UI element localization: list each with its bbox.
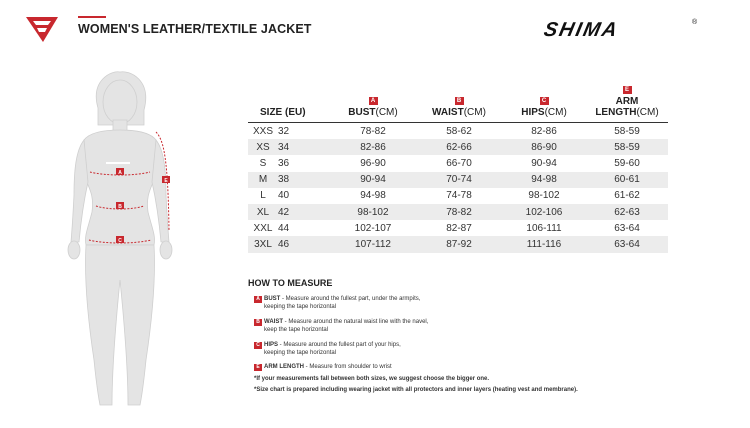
table-row: XL 42 98-102 78-82 102-106 62-63 xyxy=(248,204,668,220)
bust-marker-label: A xyxy=(118,170,122,176)
table-row: 3XL 46 107-112 87-92 111-116 63-64 xyxy=(248,236,668,252)
header-waist: B WAIST(CM) xyxy=(416,86,502,123)
how-to-measure-title: HOW TO MEASURE xyxy=(248,278,333,288)
table-row: S 36 96-90 66-70 90-94 59-60 xyxy=(259,157,640,169)
size-chart-table xyxy=(248,86,668,253)
table-row: XS 34 82-86 62-66 86-90 58-59 xyxy=(248,139,668,155)
table-row: M 38 90-94 70-74 94-98 60-61 xyxy=(248,172,668,188)
header-hips: C HIPS(CM) xyxy=(502,86,586,123)
waist-instruction-marker: B xyxy=(254,319,262,326)
hips-instruction-marker: C xyxy=(254,342,262,349)
table-row: XXS 32 78-82 58-62 82-86 58-59 xyxy=(252,125,640,137)
note-size-chart-prep: *Size chart is prepared including wearing jacket with all protectors and inner layers (heating vest and membrane). xyxy=(254,387,578,393)
size-chart-header-row xyxy=(248,86,668,123)
header-accent-line xyxy=(78,16,106,18)
arm-length-instruction-marker: E xyxy=(254,364,262,371)
table-row: XXL 44 102-107 82-87 106-111 63-64 xyxy=(253,222,640,234)
waist-marker-label: B xyxy=(118,204,122,210)
chest-logo-mark xyxy=(106,162,130,164)
page-title: WOMEN'S LEATHER/TEXTILE JACKET xyxy=(78,22,312,36)
brand-logo-icon xyxy=(24,14,60,44)
table-row: L 40 94-98 74-78 98-102 61-62 xyxy=(260,190,640,202)
header-bust: A BUST(CM) xyxy=(330,86,416,123)
bust-instruction-marker: A xyxy=(254,296,262,303)
note-between-sizes: *If your measurements fall between both sizes, we suggest choose the bigger one. xyxy=(254,376,490,382)
header-size-eu: SIZE (EU) xyxy=(248,86,330,123)
hips-marker-label: C xyxy=(118,238,122,244)
arm-length-marker-label: E xyxy=(164,178,168,184)
brand-wordmark: SHIMA xyxy=(541,19,621,41)
header-arm-length: E ARM LENGTH(CM) xyxy=(586,86,668,123)
brand-registered-mark: ® xyxy=(692,19,698,26)
body-figure-illustration xyxy=(60,70,180,415)
